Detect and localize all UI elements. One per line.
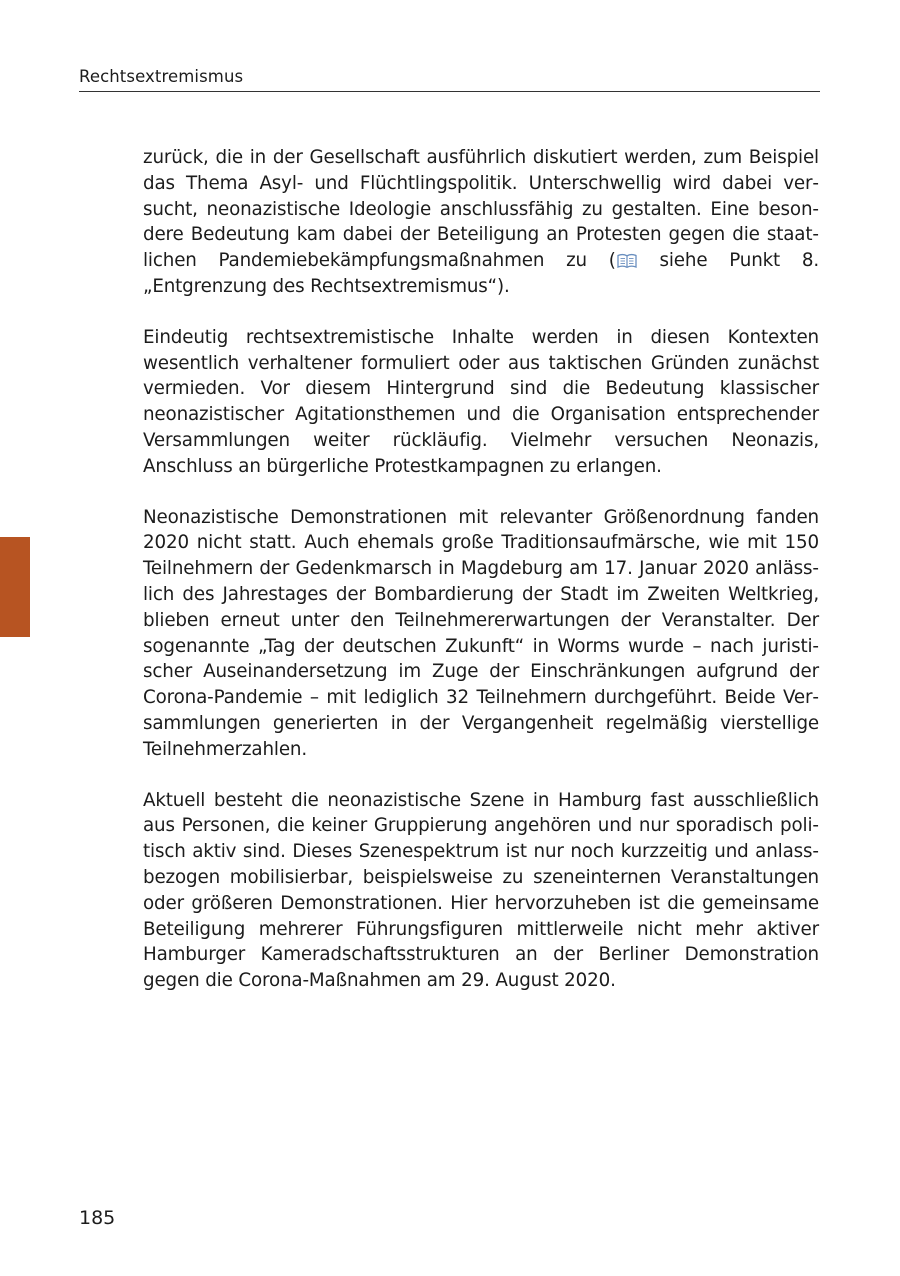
paragraph-1-text-continued: siehe Punkt 8. „Entgrenzung des Rechtsextremismus“). bbox=[143, 250, 819, 297]
running-title: Rechtsextremismus bbox=[79, 67, 244, 86]
paragraph-1-text: zurück, die in der Gesellschaft ausführlich diskutiert werden, zum Beispiel das Thema Asyl- und Flüchtlingspolitik. Unterschwellig wird dabei versucht, neonazistische Ideologie anschlussfähig zu gestalten. Eine besondere Bedeutung kam dabei der Beteiligung an Protesten gegen die staatlichen Pandemiebekämpfungsmaßnahmen zu ( bbox=[143, 147, 819, 272]
paragraph-3: Neonazistische Demonstrationen mit relevanter Größenordnung fanden 2020 nicht statt. Auch ehemals große Traditionsaufmärsche, wie mit 150 Teilnehmern der Gedenkmarsch in Magdeburg am 17. Januar 2020 anlässlich des Jahrestages der Bombardierung der Stadt im Zweiten Weltkrieg, blieben erneut unter den Teilnehmererwartungen der Veranstalter. Der sogenannte „Tag der deutschen Zukunft“ in Worms wurde – nach juristischer Auseinandersetzung im Zuge der Einschränkungen aufgrund der Corona-Pandemie – mit lediglich 32 Teilnehmern durchgeführt. Beide Versammlungen generierten in der Vergangenheit regelmäßig vierstellige Teilnehmerzahlen. bbox=[143, 506, 819, 760]
paragraph-1 bbox=[143, 145, 819, 300]
chapter-side-tab bbox=[0, 537, 30, 637]
paragraph-4: Aktuell besteht die neonazistische Szene in Hamburg fast ausschließlich aus Personen, die keiner Gruppierung angehören und nur sporadisch politisch aktiv sind. Dieses Szenespektrum ist nur noch kurzzeitig und anlassbezogen mobilisierbar, beispielsweise zu szeneinternen Veranstaltungen oder größeren Demonstrationen. Hier hervorzuheben ist die gemeinsame Beteiligung mehrerer Führungsfiguren mittlerweile nicht mehr aktiver Hamburger Kameradschaftsstrukturen an der Berliner Demonstration gegen die Corona-Maßnahmen am 29. August 2020. bbox=[143, 789, 819, 992]
body-text bbox=[143, 145, 819, 1019]
running-header bbox=[79, 64, 820, 92]
book-reference-icon bbox=[617, 253, 637, 269]
page-number: 185 bbox=[79, 1207, 116, 1229]
paragraph-2: Eindeutig rechtsextremistische Inhalte werden in diesen Kontexten wesentlich verhaltener formuliert oder aus taktischen Gründen zunächst vermieden. Vor diesem Hintergrund sind die Bedeutung klassischer neonazistischer Agitationsthemen und die Organisation entsprechender Versammlungen weiter rückläufig. Vielmehr versuchen Neonazis, Anschluss an bürgerliche Protestkampagnen zu erlangen. bbox=[143, 326, 819, 477]
